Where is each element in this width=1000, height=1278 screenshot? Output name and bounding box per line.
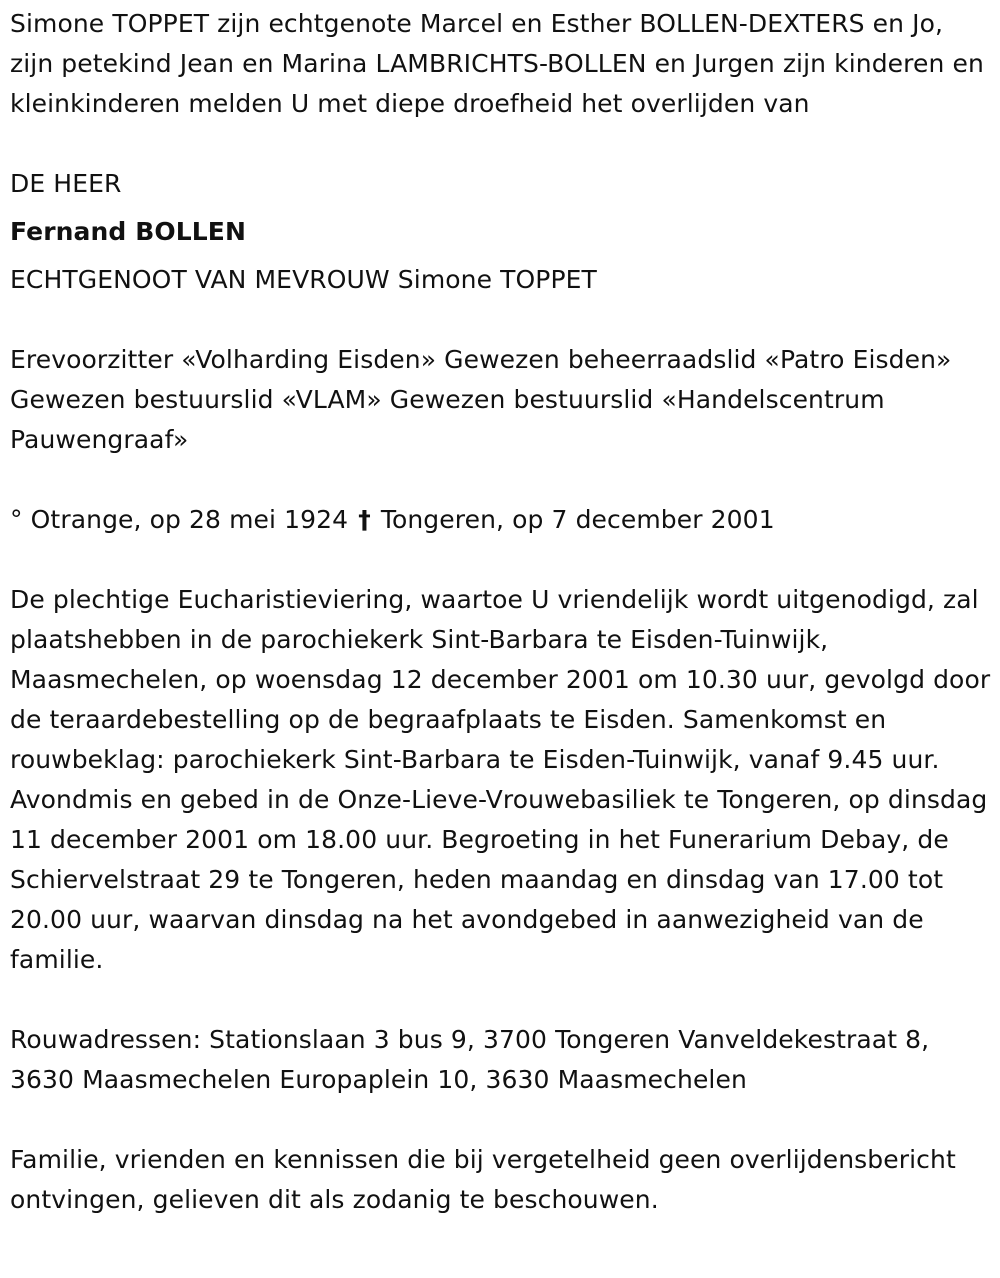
- birth-text: ° Otrange, op 28 mei 1924: [10, 505, 349, 534]
- deceased-name: Fernand BOLLEN: [10, 217, 246, 246]
- spacer: [10, 1100, 992, 1140]
- honorific: DE HEER: [10, 169, 122, 198]
- addresses-paragraph: Rouwadressen: Stationslaan 3 bus 9, 3700 Tongeren Vanveldekestraat 8, 3630 Maasmechelen Europaplein 10, 3630 Maasmechelen: [10, 1025, 930, 1094]
- spouse-line: ECHTGENOOT VAN MEVROUW Simone TOPPET: [10, 265, 597, 294]
- intro-paragraph: Simone TOPPET zijn echtgenote Marcel en Esther BOLLEN-DEXTERS en Jo, zijn petekind Jean en Marina LAMBRICHTS-BOLLEN en Jurgen zijn kinderen en kleinkinderen melden U met diepe droefheid het overlijden van: [10, 9, 984, 118]
- spacer: [10, 204, 992, 212]
- birth-death-line: [10, 500, 992, 540]
- titles-paragraph: Erevoorzitter «Volharding Eisden» Gewezen beheerraadslid «Patro Eisden» Gewezen bestuurslid «VLAM» Gewezen bestuurslid «Handelscentrum Pauwengraaf»: [10, 345, 952, 454]
- spacer: [10, 124, 992, 164]
- obituary-document: [10, 4, 992, 1220]
- spacer: [10, 300, 992, 340]
- spacer: [10, 540, 992, 580]
- death-text: Tongeren, op 7 december 2001: [380, 505, 775, 534]
- cross-icon: †: [358, 505, 371, 534]
- closing-paragraph: Familie, vrienden en kennissen die bij vergetelheid geen overlijdensbericht ontvingen, gelieven dit als zodanig te beschouwen.: [10, 1145, 956, 1214]
- spacer: [10, 980, 992, 1020]
- spacer: [10, 252, 992, 260]
- ceremony-paragraph: De plechtige Eucharistieviering, waartoe U vriendelijk wordt uitgenodigd, zal plaatshebben in de parochiekerk Sint-Barbara te Eisden-Tuinwijk, Maasmechelen, op woensdag 12 december 2001 om 10.30 uur, gevolgd door de teraardebestelling op de begraafplaats te Eisden. Samenkomst en rouwbeklag: parochiekerk Sint-Barbara te Eisden-Tuinwijk, vanaf 9.45 uur. Avondmis en gebed in de Onze-Lieve-Vrouwebasiliek te Tongeren, op dinsdag 11 december 2001 om 18.00 uur. Begroeting in het Funerarium Debay, de Schiervelstraat 29 te Tongeren, heden maandag en dinsdag van 17.00 tot 20.00 uur, waarvan dinsdag na het avondgebed in aanwezigheid van de familie.: [10, 585, 991, 974]
- spacer: [10, 460, 992, 500]
